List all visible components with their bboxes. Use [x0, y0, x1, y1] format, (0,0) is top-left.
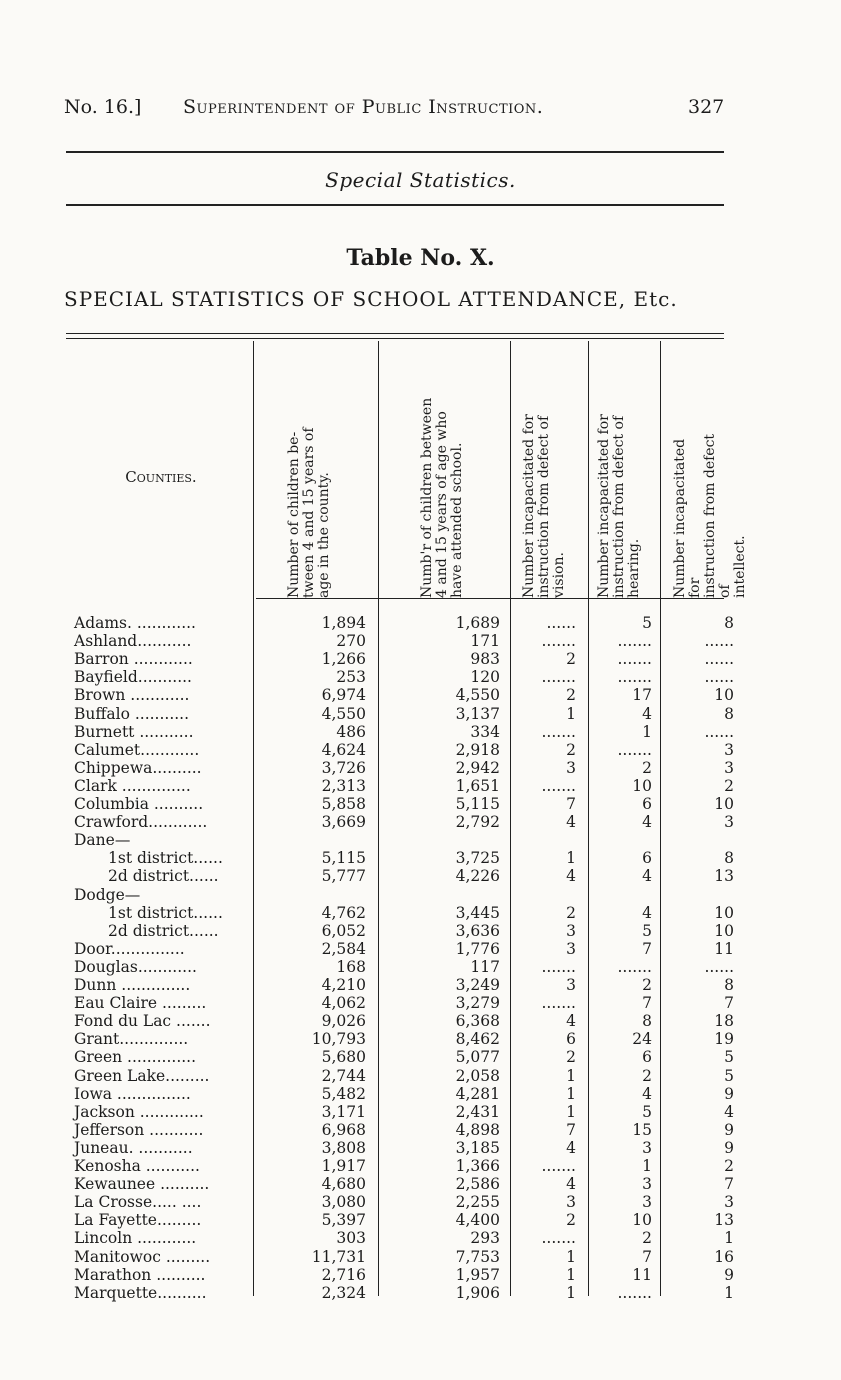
children-in-county-value: 11,731: [311, 1247, 366, 1266]
attended-school-value: 3,636: [455, 921, 500, 940]
attended-school-value: 117: [470, 957, 500, 976]
attended-school-value: 1,906: [455, 1283, 500, 1302]
column-header-attended-school: Numb'r of children between 4 and 15 years of age who have attended school.: [419, 397, 465, 598]
column-header-counties: Counties.: [125, 468, 197, 486]
defect-vision-value: 1: [566, 1084, 576, 1103]
table-row: [0, 886, 841, 904]
attended-school-value: 4,550: [455, 686, 500, 705]
children-in-county-value: 2,716: [321, 1265, 366, 1284]
table-row: [0, 1067, 841, 1085]
table-row: [0, 1193, 841, 1211]
attended-school-value: 4,400: [455, 1211, 500, 1230]
table-row: [0, 1229, 841, 1247]
defect-intellect-value: 9: [724, 1138, 734, 1157]
county-name: 2d district......: [108, 867, 219, 886]
attended-school-value: 1,366: [455, 1157, 500, 1175]
defect-hearing-value: .......: [617, 668, 652, 687]
table-rule-top-1: [66, 333, 724, 334]
table-row: [0, 831, 841, 849]
children-in-county-value: 9,026: [321, 1012, 366, 1031]
attended-school-value: 293: [470, 1229, 500, 1248]
children-in-county-value: 5,858: [321, 795, 366, 813]
table-row: [0, 795, 841, 813]
defect-vision-value: 7: [566, 795, 576, 813]
table-row: [0, 1012, 841, 1030]
children-in-county-value: 2,584: [321, 939, 366, 958]
attended-school-value: 1,776: [455, 939, 500, 958]
county-name: La Fayette.........: [74, 1211, 202, 1230]
defect-hearing-value: 4: [642, 704, 652, 723]
county-name: 1st district......: [108, 849, 223, 868]
defect-vision-value: .......: [541, 776, 576, 795]
children-in-county-value: 4,550: [321, 704, 366, 723]
table-row: [0, 1266, 841, 1284]
defect-intellect-value: 2: [724, 776, 734, 795]
header-bottom-rule: [256, 598, 724, 599]
children-in-county-value: 4,062: [321, 994, 366, 1013]
defect-vision-value: .......: [541, 1229, 576, 1248]
defect-intellect-value: 1: [724, 1283, 734, 1302]
table-row: [0, 994, 841, 1012]
children-in-county-value: 6,052: [321, 921, 366, 940]
defect-hearing-value: 2: [642, 976, 652, 994]
attended-school-value: 2,918: [455, 740, 500, 759]
county-name: Kewaunee ..........: [74, 1175, 210, 1194]
children-in-county-value: 2,744: [321, 1066, 366, 1085]
table-row: [0, 1175, 841, 1193]
table-row: [0, 650, 841, 668]
county-name: Clark ..............: [74, 776, 191, 795]
county-name: Brown ............: [74, 686, 190, 705]
column-header-defect-intellect: Number incapacitated for instruction from defect of intellect.: [672, 433, 748, 598]
county-name: Chippewa..........: [74, 758, 202, 777]
county-name: Burnett ...........: [74, 722, 194, 741]
defect-intellect-value: ......: [704, 632, 734, 651]
attended-school-value: 983: [470, 650, 500, 669]
children-in-county-value: 5,680: [321, 1048, 366, 1067]
table-row: [0, 849, 841, 867]
defect-intellect-value: 13: [714, 1211, 734, 1230]
table-row: [0, 686, 841, 704]
county-name: 1st district......: [108, 903, 223, 922]
county-name: Crawford............: [74, 813, 208, 832]
defect-vision-value: 2: [566, 1048, 576, 1067]
defect-intellect-value: 3: [724, 813, 734, 832]
attended-school-value: 120: [470, 668, 500, 687]
table-row: [0, 976, 841, 994]
header-title: Superintendent of Public Instruction.: [183, 96, 544, 118]
attended-school-value: 2,586: [455, 1175, 500, 1194]
attended-school-value: 1,689: [455, 614, 500, 632]
defect-intellect-value: 10: [714, 795, 734, 813]
children-in-county-value: 3,080: [321, 1193, 366, 1212]
table-row: [0, 1139, 841, 1157]
attended-school-value: 2,058: [455, 1066, 500, 1085]
attended-school-value: 7,753: [455, 1247, 500, 1266]
defect-vision-value: 1: [566, 704, 576, 723]
defect-hearing-value: 7: [642, 939, 652, 958]
children-in-county-value: 4,624: [321, 740, 366, 759]
children-in-county-value: 3,808: [321, 1138, 366, 1157]
column-header-defect-hearing: Number incapacitated for instruction from defect of hearing.: [596, 414, 642, 598]
defect-vision-value: ......: [546, 614, 576, 632]
attended-school-value: 3,725: [455, 849, 500, 868]
defect-intellect-value: 9: [724, 1084, 734, 1103]
children-in-county-value: 1,894: [321, 614, 366, 632]
defect-hearing-value: 10: [632, 776, 652, 795]
defect-vision-value: 3: [566, 939, 576, 958]
table-row: [0, 1284, 841, 1302]
county-name: Dane—: [74, 831, 131, 850]
defect-hearing-value: .......: [617, 957, 652, 976]
table-row: [0, 741, 841, 759]
defect-hearing-value: 10: [632, 1211, 652, 1230]
defect-hearing-value: 2: [642, 758, 652, 777]
defect-hearing-value: 5: [642, 921, 652, 940]
defect-intellect-value: 4: [724, 1102, 734, 1121]
defect-hearing-value: 4: [642, 813, 652, 832]
table-row: [0, 1030, 841, 1048]
defect-intellect-value: 2: [724, 1157, 734, 1175]
defect-intellect-value: 10: [714, 921, 734, 940]
table-row: [0, 632, 841, 650]
table-row: [0, 723, 841, 741]
table-row: [0, 867, 841, 885]
defect-hearing-value: 24: [632, 1030, 652, 1049]
children-in-county-value: 6,974: [321, 686, 366, 705]
table-row: [0, 1048, 841, 1066]
attended-school-value: 2,431: [455, 1102, 500, 1121]
defect-vision-value: 1: [566, 849, 576, 868]
table-row: [0, 922, 841, 940]
children-in-county-value: 3,669: [321, 813, 366, 832]
defect-hearing-value: 1: [642, 1157, 652, 1175]
county-name: Kenosha ...........: [74, 1157, 200, 1175]
defect-intellect-value: 10: [714, 903, 734, 922]
children-in-county-value: 5,397: [321, 1211, 366, 1230]
children-in-county-value: 3,171: [321, 1102, 366, 1121]
defect-vision-value: .......: [541, 668, 576, 687]
table-subtitle: SPECIAL STATISTICS OF SCHOOL ATTENDANCE, Etc.: [64, 287, 678, 311]
defect-vision-value: 1: [566, 1247, 576, 1266]
defect-intellect-value: ......: [704, 650, 734, 669]
county-name: 2d district......: [108, 921, 219, 940]
defect-intellect-value: 7: [724, 1175, 734, 1194]
attended-school-value: 1,957: [455, 1265, 500, 1284]
county-name: Grant..............: [74, 1030, 189, 1049]
children-in-county-value: 253: [336, 668, 366, 687]
defect-intellect-value: 18: [714, 1012, 734, 1031]
county-name: Calumet............: [74, 740, 200, 759]
attended-school-value: 1,651: [455, 776, 500, 795]
defect-vision-value: 2: [566, 740, 576, 759]
table-row: [0, 777, 841, 795]
attended-school-value: 8,462: [455, 1030, 500, 1049]
county-name: Douglas............: [74, 957, 197, 976]
county-name: Jefferson ...........: [74, 1120, 204, 1139]
county-name: Marquette..........: [74, 1283, 207, 1302]
defect-vision-value: .......: [541, 1157, 576, 1175]
children-in-county-value: 486: [336, 722, 366, 741]
defect-hearing-value: 4: [642, 867, 652, 886]
children-in-county-value: 4,210: [321, 976, 366, 994]
defect-vision-value: 3: [566, 758, 576, 777]
children-in-county-value: 10,793: [311, 1030, 366, 1049]
defect-hearing-value: .......: [617, 632, 652, 651]
defect-vision-value: 1: [566, 1102, 576, 1121]
county-name: Dunn ..............: [74, 976, 191, 994]
county-name: Buffalo ...........: [74, 704, 190, 723]
defect-intellect-value: 1: [724, 1229, 734, 1248]
table-row: [0, 759, 841, 777]
attended-school-value: 5,115: [455, 795, 500, 813]
children-in-county-value: 4,680: [321, 1175, 366, 1194]
defect-hearing-value: 6: [642, 1048, 652, 1067]
defect-vision-value: .......: [541, 722, 576, 741]
defect-intellect-value: 10: [714, 686, 734, 705]
table-row: [0, 1211, 841, 1229]
defect-intellect-value: 7: [724, 994, 734, 1013]
defect-vision-value: 4: [566, 867, 576, 886]
attended-school-value: 334: [470, 722, 500, 741]
defect-intellect-value: 3: [724, 740, 734, 759]
county-name: Juneau. ...........: [74, 1138, 193, 1157]
table-row: [0, 1085, 841, 1103]
county-name: Ashland...........: [74, 632, 192, 651]
defect-hearing-value: 7: [642, 1247, 652, 1266]
defect-hearing-value: 17: [632, 686, 652, 705]
defect-hearing-value: 4: [642, 903, 652, 922]
children-in-county-value: 168: [336, 957, 366, 976]
county-name: Green ..............: [74, 1048, 197, 1067]
defect-hearing-value: 1: [642, 722, 652, 741]
defect-hearing-value: 2: [642, 1229, 652, 1248]
children-in-county-value: 270: [336, 632, 366, 651]
table-row: [0, 958, 841, 976]
attended-school-value: 4,898: [455, 1120, 500, 1139]
defect-vision-value: 2: [566, 650, 576, 669]
defect-hearing-value: 6: [642, 795, 652, 813]
table-title: Table No. X.: [346, 245, 495, 271]
defect-intellect-value: ......: [704, 722, 734, 741]
defect-vision-value: 4: [566, 1012, 576, 1031]
header-rule-top: [66, 151, 724, 153]
county-name: Bayfield...........: [74, 668, 192, 687]
table-row: [0, 1121, 841, 1139]
county-name: Green Lake.........: [74, 1066, 210, 1085]
table-row: [0, 1248, 841, 1266]
defect-vision-value: 2: [566, 1211, 576, 1230]
attended-school-value: 4,281: [455, 1084, 500, 1103]
county-name: Door...............: [74, 939, 185, 958]
defect-hearing-value: 3: [642, 1193, 652, 1212]
county-name: Manitowoc .........: [74, 1247, 211, 1266]
defect-hearing-value: 5: [642, 614, 652, 632]
section-subtitle: Special Statistics.: [325, 168, 516, 192]
defect-vision-value: 3: [566, 1193, 576, 1212]
county-name: Columbia ..........: [74, 795, 204, 813]
defect-vision-value: 4: [566, 1138, 576, 1157]
defect-vision-value: 3: [566, 976, 576, 994]
column-header-children-in-county: Number of children be- tween 4 and 15 years of age in the county.: [286, 427, 332, 598]
defect-vision-value: 6: [566, 1030, 576, 1049]
header-section-number: No. 16.]: [64, 96, 142, 118]
defect-intellect-value: ......: [704, 668, 734, 687]
defect-intellect-value: 8: [724, 704, 734, 723]
defect-intellect-value: 19: [714, 1030, 734, 1049]
defect-vision-value: .......: [541, 632, 576, 651]
county-name: Iowa ...............: [74, 1084, 191, 1103]
defect-intellect-value: 11: [714, 939, 734, 958]
children-in-county-value: 1,266: [321, 650, 366, 669]
defect-hearing-value: .......: [617, 1283, 652, 1302]
table-row: [0, 1103, 841, 1121]
defect-vision-value: 2: [566, 686, 576, 705]
table-row: [0, 614, 841, 632]
children-in-county-value: 5,777: [321, 867, 366, 886]
children-in-county-value: 5,482: [321, 1084, 366, 1103]
table-row: [0, 813, 841, 831]
children-in-county-value: 303: [336, 1229, 366, 1248]
table-row: [0, 1157, 841, 1175]
defect-intellect-value: 13: [714, 867, 734, 886]
defect-hearing-value: 15: [632, 1120, 652, 1139]
defect-hearing-value: 7: [642, 994, 652, 1013]
defect-hearing-value: .......: [617, 740, 652, 759]
table-row: [0, 904, 841, 922]
defect-intellect-value: 3: [724, 1193, 734, 1212]
county-name: Marathon ..........: [74, 1265, 206, 1284]
defect-vision-value: 3: [566, 921, 576, 940]
defect-hearing-value: 11: [632, 1265, 652, 1284]
table-rule-top-2: [66, 338, 724, 339]
defect-vision-value: .......: [541, 994, 576, 1013]
table-row: [0, 940, 841, 958]
defect-intellect-value: 5: [724, 1066, 734, 1085]
attended-school-value: 3,137: [455, 704, 500, 723]
defect-intellect-value: ......: [704, 957, 734, 976]
table-row: [0, 668, 841, 686]
attended-school-value: 4,226: [455, 867, 500, 886]
county-name: Jackson .............: [74, 1102, 204, 1121]
attended-school-value: 3,249: [455, 976, 500, 994]
defect-vision-value: 7: [566, 1120, 576, 1139]
defect-vision-value: .......: [541, 957, 576, 976]
defect-vision-value: 1: [566, 1066, 576, 1085]
county-name: Barron ............: [74, 650, 193, 669]
defect-hearing-value: 4: [642, 1084, 652, 1103]
county-name: Eau Claire .........: [74, 994, 207, 1013]
defect-hearing-value: 5: [642, 1102, 652, 1121]
children-in-county-value: 2,324: [321, 1283, 366, 1302]
defect-vision-value: 1: [566, 1265, 576, 1284]
defect-intellect-value: 9: [724, 1265, 734, 1284]
children-in-county-value: 1,917: [321, 1157, 366, 1175]
attended-school-value: 3,445: [455, 903, 500, 922]
attended-school-value: 2,792: [455, 813, 500, 832]
attended-school-value: 2,942: [455, 758, 500, 777]
header-rule-bottom: [66, 204, 724, 206]
table-row: [0, 705, 841, 723]
county-name: Lincoln ............: [74, 1229, 197, 1248]
defect-intellect-value: 3: [724, 758, 734, 777]
county-name: La Crosse..... ....: [74, 1193, 202, 1212]
county-name: Adams. ............: [74, 614, 196, 632]
defect-hearing-value: 8: [642, 1012, 652, 1031]
defect-intellect-value: 5: [724, 1048, 734, 1067]
children-in-county-value: 2,313: [321, 776, 366, 795]
defect-hearing-value: .......: [617, 650, 652, 669]
children-in-county-value: 6,968: [321, 1120, 366, 1139]
defect-intellect-value: 16: [714, 1247, 734, 1266]
children-in-county-value: 5,115: [321, 849, 366, 868]
attended-school-value: 171: [470, 632, 500, 651]
attended-school-value: 6,368: [455, 1012, 500, 1031]
children-in-county-value: 4,762: [321, 903, 366, 922]
defect-intellect-value: 8: [724, 614, 734, 632]
defect-vision-value: 2: [566, 903, 576, 922]
defect-hearing-value: 2: [642, 1066, 652, 1085]
attended-school-value: 3,279: [455, 994, 500, 1013]
county-name: Dodge—: [74, 885, 141, 904]
defect-vision-value: 4: [566, 813, 576, 832]
defect-intellect-value: 9: [724, 1120, 734, 1139]
column-header-defect-vision: Number incapacitated for instruction from defect of vision.: [521, 414, 567, 598]
defect-hearing-value: 3: [642, 1175, 652, 1194]
children-in-county-value: 3,726: [321, 758, 366, 777]
attended-school-value: 2,255: [455, 1193, 500, 1212]
county-name: Fond du Lac .......: [74, 1012, 211, 1031]
page-number: 327: [688, 96, 725, 118]
defect-hearing-value: 3: [642, 1138, 652, 1157]
defect-hearing-value: 6: [642, 849, 652, 868]
defect-intellect-value: 8: [724, 976, 734, 994]
defect-vision-value: 1: [566, 1283, 576, 1302]
defect-intellect-value: 8: [724, 849, 734, 868]
attended-school-value: 3,185: [455, 1138, 500, 1157]
defect-vision-value: 4: [566, 1175, 576, 1194]
attended-school-value: 5,077: [455, 1048, 500, 1067]
